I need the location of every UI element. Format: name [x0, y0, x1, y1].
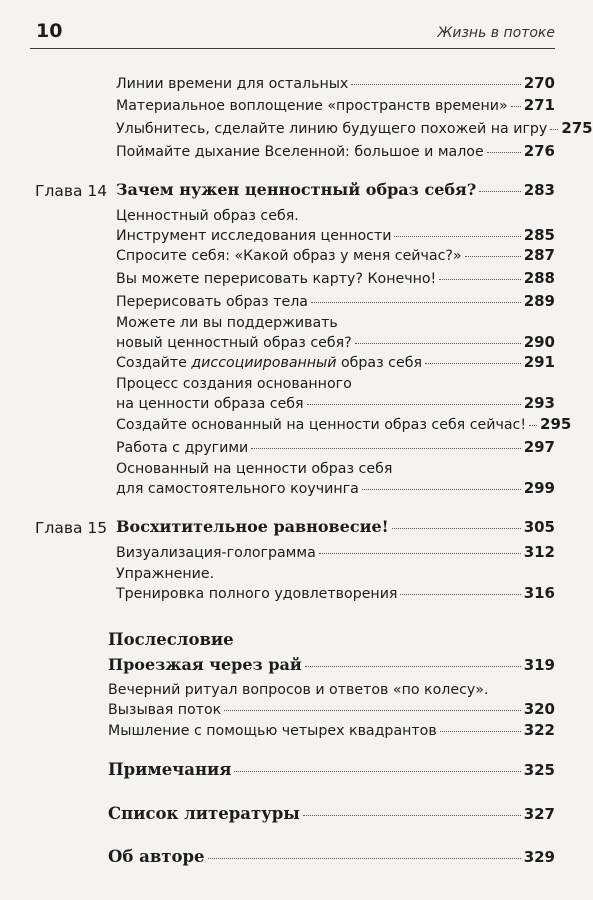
entry-page: 316 — [523, 584, 555, 602]
bibliography-heading — [108, 804, 555, 823]
section-page: 329 — [523, 848, 555, 866]
section-title: Примечания — [108, 760, 232, 779]
entry-page: 287 — [523, 246, 555, 264]
entry-title: Работа с другими — [116, 440, 249, 456]
entry-page: 271 — [523, 96, 555, 114]
page-number: 10 — [36, 20, 63, 42]
toc-entry — [116, 375, 555, 414]
entry-title-line1: Ценностный образ себя. — [116, 208, 299, 224]
entry-title: Материальное воплощение «пространств времени» — [116, 98, 508, 114]
entry-title-line1: Можете ли вы поддерживать — [116, 315, 338, 331]
entry-title: Вы можете перерисовать карту? Конечно! — [116, 271, 437, 287]
entry-title: новый ценностный образ себя? — [116, 335, 352, 351]
section-page: 327 — [523, 805, 555, 823]
entry-page: 275 — [561, 119, 593, 137]
toc-entry — [116, 460, 555, 499]
toc-entry — [116, 246, 555, 266]
toc-entry — [108, 721, 555, 741]
chapter-page: 305 — [523, 518, 555, 536]
notes-heading — [108, 760, 555, 779]
entry-title-line1: Процесс создания основанного — [116, 376, 352, 392]
entry-title: Линии времени для остальных — [116, 76, 349, 92]
entry-page: 291 — [523, 353, 555, 371]
entry-page: 295 — [540, 415, 572, 433]
toc-entry — [116, 96, 555, 116]
entry-title-line1: Вечерний ритуал вопросов и ответов «по колесу». — [108, 682, 489, 698]
chapter-heading — [116, 180, 555, 199]
entry-title: для самостоятельного коучинга — [116, 481, 359, 497]
entry-title: Тренировка полного удовлетворения — [116, 586, 398, 602]
entry-page: 319 — [523, 656, 555, 674]
entry-title: Вызывая поток — [108, 702, 222, 718]
toc-entry — [116, 142, 555, 162]
chapter-heading — [116, 517, 555, 536]
chapter-page: 283 — [523, 181, 555, 199]
entry-title: Мышление с помощью четырех квадрантов — [108, 723, 437, 739]
chapter-title: Зачем нужен ценностный образ себя? — [116, 180, 477, 199]
entry-page: 320 — [523, 700, 555, 718]
entry-page: 285 — [523, 226, 555, 244]
entry-page: 276 — [523, 142, 555, 160]
entry-title: Визуализация-голограмма — [116, 545, 316, 561]
toc-entry — [116, 269, 555, 289]
entry-page: 290 — [523, 333, 555, 351]
toc-entry — [116, 119, 593, 139]
toc-entry — [108, 655, 555, 674]
afterword-title: Послесловие — [108, 630, 234, 649]
toc-entry — [116, 292, 555, 312]
entry-page: 299 — [523, 479, 555, 497]
toc-entry — [116, 438, 555, 458]
entry-title: Поймайте дыхание Вселенной: большое и малое — [116, 144, 484, 160]
page-header — [30, 14, 555, 49]
entry-page: 289 — [523, 292, 555, 310]
entry-title: Инструмент исследования ценности — [116, 228, 392, 244]
toc-entry — [116, 353, 555, 373]
chapter-label: Глава 15 — [35, 519, 108, 537]
entry-title: Создайте основанный на ценности образ себя сейчас! — [116, 417, 527, 433]
entry-page: 322 — [523, 721, 555, 739]
chapter-label: Глава 14 — [35, 182, 108, 200]
entry-title: Создайте диссоциированный образ себя — [116, 355, 422, 371]
entry-title-line1: Упражнение. — [116, 566, 215, 582]
entry-title: Проезжая через рай — [108, 655, 302, 674]
about-author-heading — [108, 847, 555, 866]
toc-entry — [116, 74, 555, 94]
entry-title: Улыбнитесь, сделайте линию будущего похожей на игру — [116, 121, 548, 137]
toc-entry — [108, 681, 555, 720]
entry-page: 312 — [523, 543, 555, 561]
entry-title: Спросите себя: «Какой образ у меня сейчас?» — [116, 248, 462, 264]
toc-entry — [116, 207, 555, 246]
section-title: Список литературы — [108, 804, 300, 823]
toc-entry — [116, 415, 572, 435]
entry-title: Перерисовать образ тела — [116, 294, 308, 310]
entry-page: 293 — [523, 394, 555, 412]
afterword-heading — [108, 630, 555, 649]
section-title: Об авторе — [108, 847, 205, 866]
toc-entry — [116, 314, 555, 353]
entry-page: 297 — [523, 438, 555, 456]
entry-title-line1: Основанный на ценности образ себя — [116, 461, 393, 477]
running-title: Жизнь в потоке — [437, 25, 555, 41]
toc-entry — [116, 543, 555, 563]
entry-page: 288 — [523, 269, 555, 287]
toc-entry — [116, 565, 555, 604]
entry-title: на ценности образа себя — [116, 396, 304, 412]
entry-page: 270 — [523, 74, 555, 92]
chapter-title: Восхитительное равновесие! — [116, 517, 389, 536]
section-page: 325 — [523, 761, 555, 779]
